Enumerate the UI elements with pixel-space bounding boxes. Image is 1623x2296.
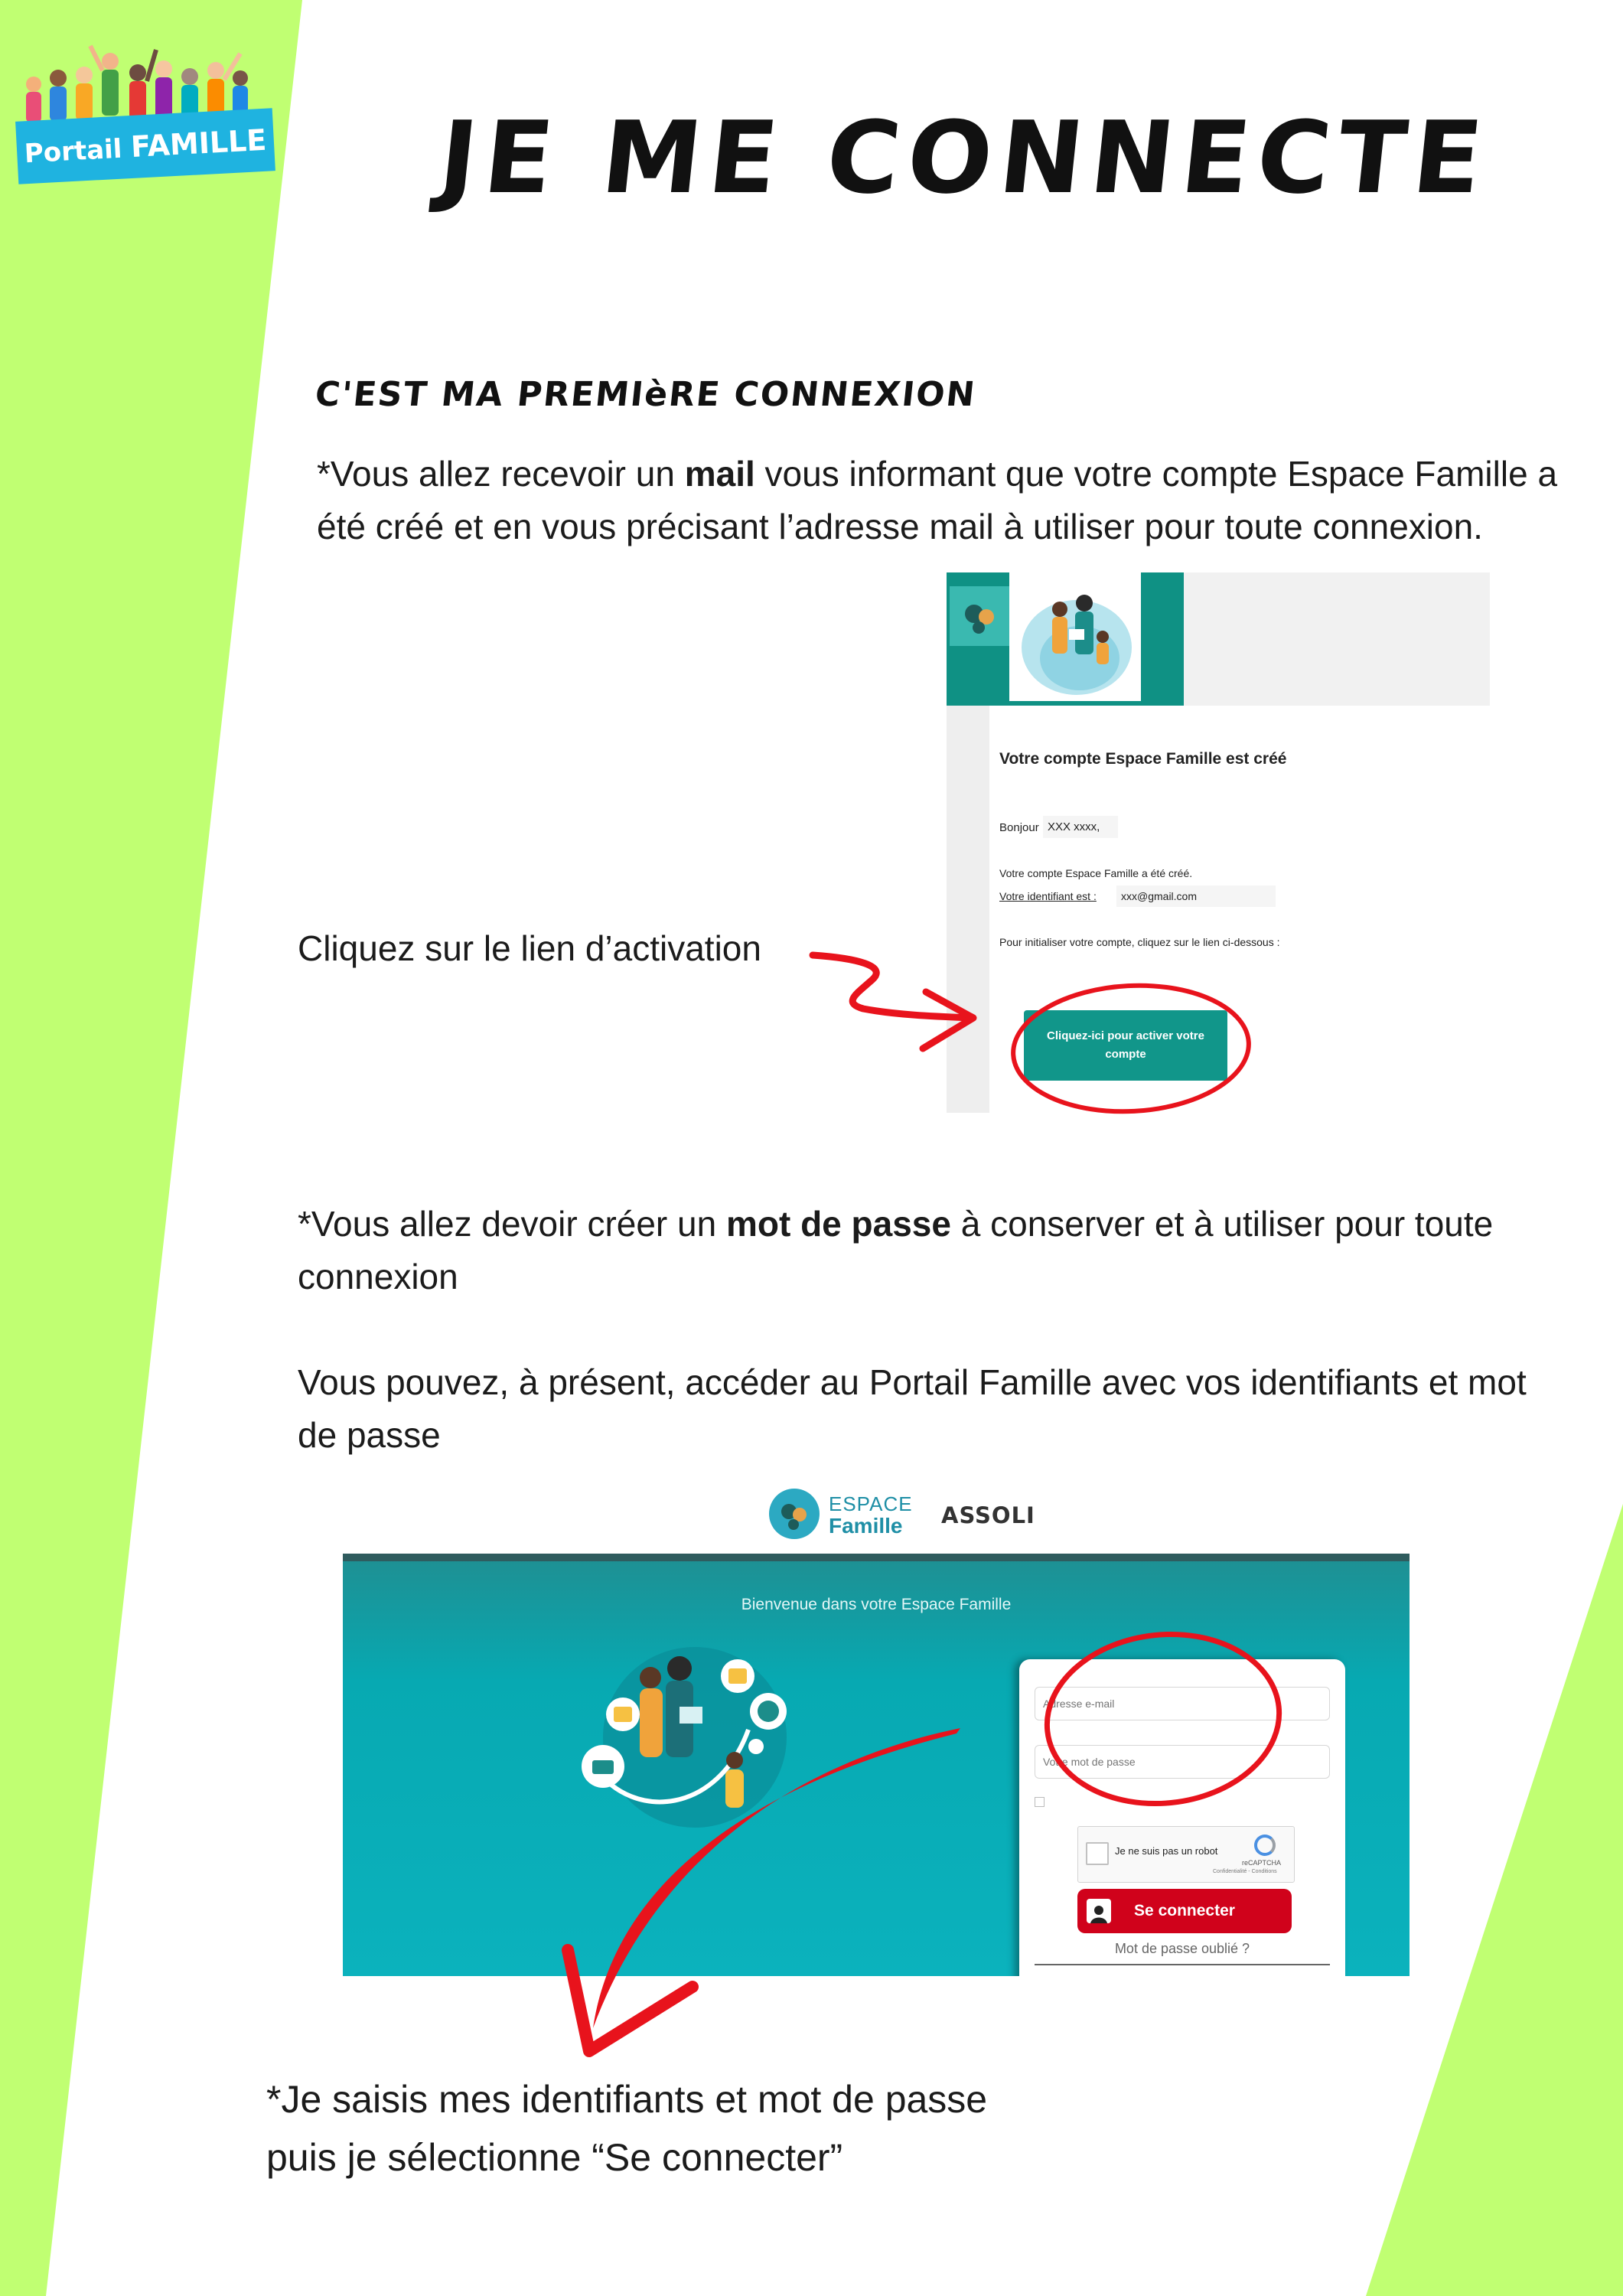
- portal-logo-line1: ESPACE: [829, 1492, 913, 1515]
- activate-account-button[interactable]: Cliquez-ici pour activer votre compte: [1024, 1010, 1227, 1081]
- paragraph-access-portal: Vous pouvez, à présent, accéder au Portail Famille avec vos identifiants et mot de passe: [298, 1362, 1527, 1455]
- lime-left-band: [0, 0, 302, 2296]
- email-identifier-label: Votre identifiant est :: [999, 890, 1097, 902]
- recaptcha-brand: reCAPTCHA: [1242, 1859, 1282, 1867]
- espace-famille-small-logo-icon: [950, 586, 1009, 646]
- email-created-line: Votre compte Espace Famille a été créé.: [999, 867, 1193, 879]
- email-left-gutter: [947, 706, 989, 1113]
- login-card: [1019, 1659, 1345, 1976]
- forgot-password-link[interactable]: Mot de passe oublié ?: [1114, 1941, 1250, 1956]
- para2-part1: *Vous allez devoir créer un: [298, 1204, 726, 1244]
- family-illustration-icon: [1009, 572, 1141, 701]
- email-heading: Votre compte Espace Famille est créé: [999, 750, 1287, 768]
- recaptcha-checkbox[interactable]: [1086, 1842, 1109, 1865]
- para2-bold: mot de passe: [725, 1204, 951, 1244]
- email-input[interactable]: [1035, 1687, 1330, 1720]
- email-greeting: Bonjour: [999, 821, 1039, 834]
- connect-button-label: Se connecter: [1134, 1902, 1235, 1919]
- recaptcha-logo-icon: [1254, 1835, 1276, 1856]
- remember-checkbox[interactable]: [1035, 1797, 1045, 1807]
- email-header-teal: [947, 572, 1184, 706]
- family-tablet-illustration-icon: [565, 1623, 817, 1844]
- recaptcha-terms-link[interactable]: Confidentialité - Conditions: [1213, 1869, 1277, 1874]
- para4-line1: *Je saisis mes identifiants et mot de passe: [266, 2078, 988, 2121]
- portal-welcome-text: Bienvenue dans votre Espace Famille: [741, 1596, 1012, 1613]
- para1-bold: mail: [684, 454, 755, 494]
- portal-organization-name: ASSOLI: [941, 1502, 1035, 1528]
- email-screenshot: [947, 572, 1490, 1113]
- portal-logo-line2: Famille: [829, 1514, 903, 1538]
- portal-login-screenshot: [343, 1554, 1410, 1976]
- email-init-line: Pour initialiser votre compte, cliquez sur le lien ci-dessous :: [999, 936, 1280, 948]
- paragraph-login-instruction: [266, 2070, 1108, 2187]
- paragraph-password-info: [298, 1198, 1553, 1303]
- paragraph-mail-info: [317, 448, 1572, 553]
- activation-instruction: Cliquez sur le lien d’activation: [298, 928, 761, 968]
- email-greeting-value: XXX xxxx,: [1043, 816, 1118, 838]
- section-title: C'EST MA PREMIèRE CONNEXION: [313, 375, 979, 414]
- para1-part2: vous informant que votre compte Espace Famille a été créé et en vous précisant l’adresse mail à utiliser pour toute connexion.: [317, 454, 1558, 546]
- recaptcha-label: Je ne suis pas un robot: [1115, 1845, 1218, 1857]
- logo-text-prefix: Portail: [23, 133, 123, 170]
- para4-line2: puis je sélectionne “Se connecter”: [266, 2136, 843, 2179]
- page-title: JE ME CONNECTE: [433, 99, 1496, 216]
- recaptcha-widget: [1077, 1826, 1295, 1883]
- password-input[interactable]: [1035, 1745, 1330, 1779]
- email-identifier-value: xxx@gmail.com: [1116, 885, 1276, 907]
- para1-part1: *Vous allez recevoir un: [317, 454, 685, 494]
- logo-text-strong: FAMILLE: [129, 122, 268, 164]
- user-icon: [1087, 1899, 1111, 1923]
- espace-famille-logo-icon: [769, 1489, 820, 1539]
- connect-button[interactable]: [1077, 1889, 1292, 1933]
- para2-part2: à conserver et à utiliser pour toute connexion: [298, 1204, 1494, 1296]
- portal-top-line: [343, 1554, 1410, 1561]
- card-divider: [1035, 1964, 1330, 1965]
